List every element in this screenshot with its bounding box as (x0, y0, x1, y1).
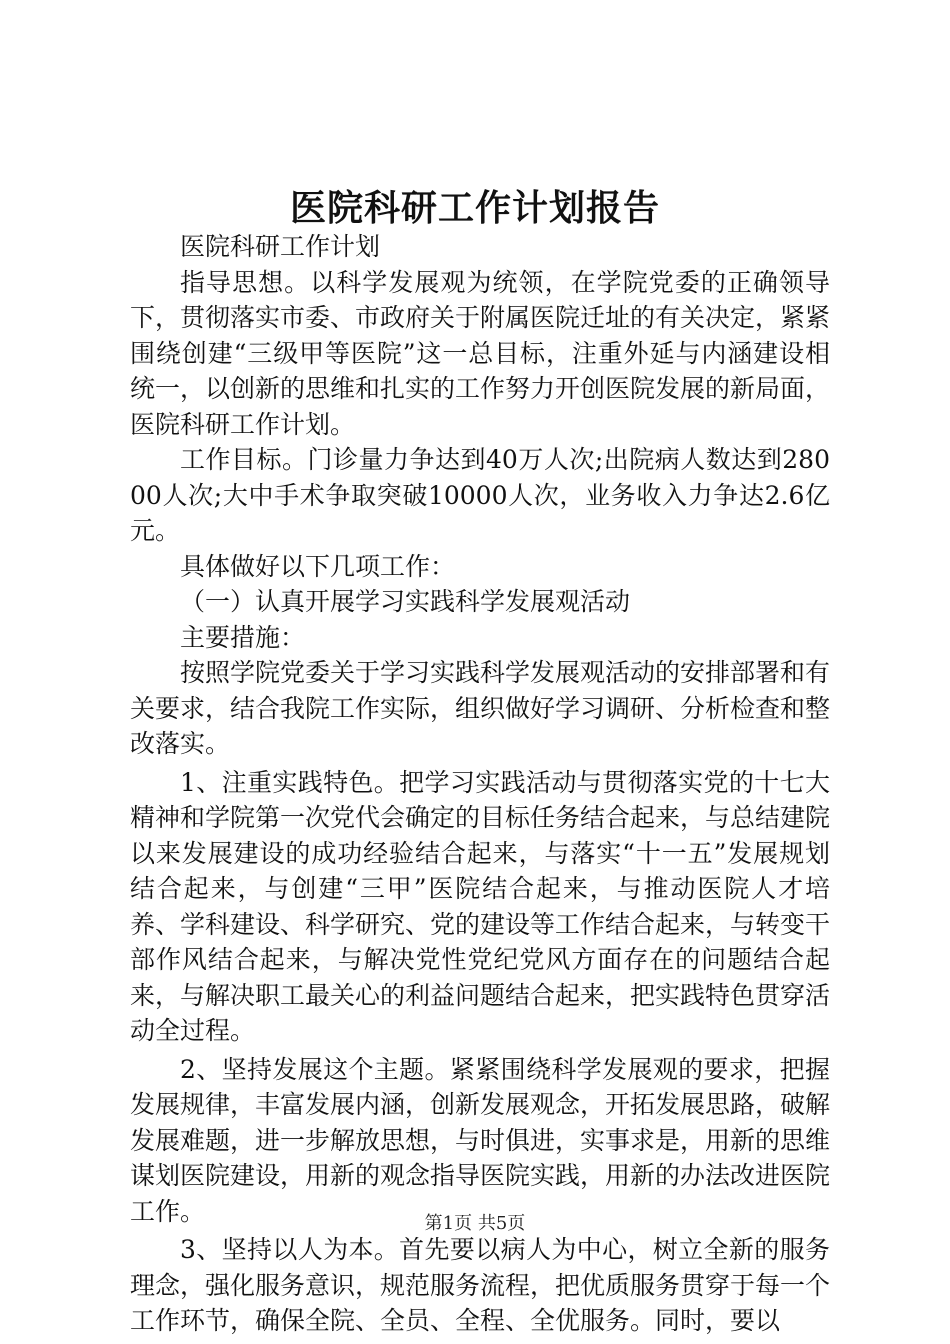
item-2-paragraph: 2、坚持发展这个主题。紧紧围绕科学发展观的要求，把握发展规律，丰富发展内涵，创新发展观念，开拓发展思路，破解发展难题，进一步解放思想，与时俱进，实事求是，用新的思维谋划医院建设，用新的观念指导医院实践，用新的办法改进医院工作。 (130, 1054, 831, 1226)
tasks-intro-paragraph: 具体做好以下几项工作： (180, 551, 456, 581)
section-heading-1: （一）认真开展学习实践科学发展观活动 (180, 587, 631, 616)
document-title: 医院科研工作计划报告 (289, 187, 660, 229)
work-goal-paragraph: 工作目标。门诊量力争达到40万人次;出院病人数达到28000人次;大中手术争取突破10000人次，业务收入力争达2.6亿元。 (130, 445, 830, 545)
subtitle-paragraph: 医院科研工作计划 (180, 232, 381, 261)
main-measures-label: 主要措施： (180, 622, 306, 652)
item-1-paragraph: 1、注重实践特色。把学习实践活动与贯彻落实党的十七大精神和学院第一次党代会确定的目标任务结合起来，与总结建院以来发展建设的成功经验结合起来，与落实“十一五”发展规划结合起来，与创建“三甲”医院结合起来，与推动医院人才培养、学科建设、科学研究、党的建设等工作结合起来，与转变干部作风结合起来，与解决党性党纪党风方面存在的问题结合起来，与解决职工最关心的利益问题结合起来，把实践特色贯穿活动全过程。 (130, 767, 831, 1045)
document-body (130, 229, 830, 1339)
measures-paragraph: 按照学院党委关于学习实践科学发展观活动的安排部署和有关要求，结合我院工作实际，组织做好学习调研、分析检查和整改落实。 (130, 658, 831, 758)
guiding-ideology-paragraph: 指导思想。以科学发展观为统领，在学院党委的正确领导下，贯彻落实市委、市政府关于附属医院迁址的有关决定，紧紧围绕创建“三级甲等医院”这一总目标，注重外延与内涵建设相统一，以创新的思维和扎实的工作努力开创医院发展的新局面，医院科研工作计划。 (130, 267, 831, 439)
page-number-footer: 第1页 共5页 (424, 1213, 526, 1234)
item-3-paragraph: 3、坚持以人为本。首先要以病人为中心，树立全新的服务理念，强化服务意识，规范服务流程，把优质服务贯穿于每一个工作环节，确保全院、全员、全程、全优服务。同时，要以 (130, 1235, 831, 1335)
